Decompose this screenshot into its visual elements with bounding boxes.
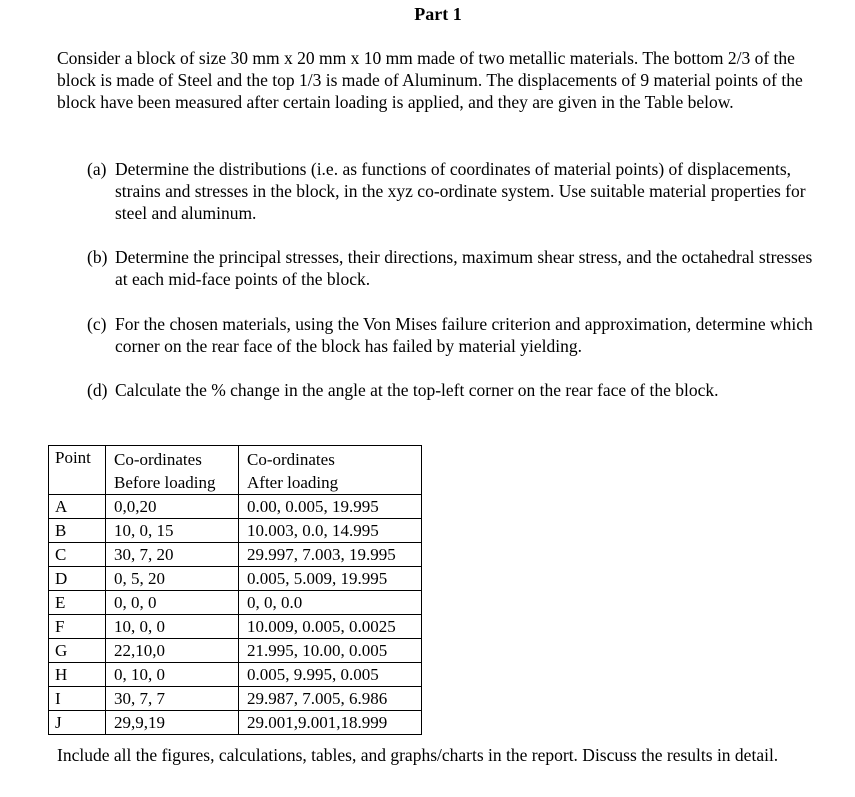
cell-point: G xyxy=(49,639,106,663)
cell-after: 10.003, 0.0, 14.995 xyxy=(239,519,422,543)
cell-after: 0, 0, 0.0 xyxy=(239,591,422,615)
question-label: (d) xyxy=(87,380,108,400)
cell-point: H xyxy=(49,663,106,687)
cell-before: 0, 5, 20 xyxy=(106,567,239,591)
cell-point: E xyxy=(49,591,106,615)
question-text: For the chosen materials, using the Von Mises failure criterion and approximation, determine which corner on the rear face of the block has failed by material yielding. xyxy=(115,314,813,356)
cell-before: 10, 0, 0 xyxy=(106,615,239,639)
cell-after: 29.001,9.001,18.999 xyxy=(239,711,422,735)
cell-before: 30, 7, 7 xyxy=(106,687,239,711)
header-point: Point xyxy=(49,446,106,495)
cell-after: 29.997, 7.003, 19.995 xyxy=(239,543,422,567)
header-before-loading: Co-ordinates Before loading xyxy=(106,446,239,495)
cell-before: 22,10,0 xyxy=(106,639,239,663)
cell-after: 21.995, 10.00, 0.005 xyxy=(239,639,422,663)
cell-after: 29.987, 7.005, 6.986 xyxy=(239,687,422,711)
cell-point: J xyxy=(49,711,106,735)
question-text: Calculate the % change in the angle at the top-left corner on the rear face of the block. xyxy=(115,380,719,400)
table-row xyxy=(49,663,422,687)
cell-point: B xyxy=(49,519,106,543)
cell-before: 10, 0, 15 xyxy=(106,519,239,543)
table-row xyxy=(49,615,422,639)
cell-point: D xyxy=(49,567,106,591)
cell-point: F xyxy=(49,615,106,639)
cell-point: I xyxy=(49,687,106,711)
table-row xyxy=(49,591,422,615)
cell-before: 29,9,19 xyxy=(106,711,239,735)
cell-before: 30, 7, 20 xyxy=(106,543,239,567)
table-row xyxy=(49,543,422,567)
cell-before: 0, 10, 0 xyxy=(106,663,239,687)
cell-before: 0, 0, 0 xyxy=(106,591,239,615)
question-text: Determine the principal stresses, their directions, maximum shear stress, and the octahedral stresses at each mid-face points of the block. xyxy=(115,247,813,289)
cell-after: 10.009, 0.005, 0.0025 xyxy=(239,615,422,639)
table-header-row xyxy=(49,446,422,495)
table-row xyxy=(49,519,422,543)
cell-after: 0.005, 5.009, 19.995 xyxy=(239,567,422,591)
coordinates-table xyxy=(48,445,422,735)
cell-after: 0.00, 0.005, 19.995 xyxy=(239,495,422,519)
table-row xyxy=(49,711,422,735)
table-row xyxy=(49,639,422,663)
header-after-loading: Co-ordinates After loading xyxy=(239,446,422,495)
table-row xyxy=(49,687,422,711)
question-label: (c) xyxy=(87,314,107,334)
question-a xyxy=(87,158,827,224)
question-c xyxy=(87,313,827,357)
page-title: Part 1 xyxy=(414,4,462,24)
cell-after: 0.005, 9.995, 0.005 xyxy=(239,663,422,687)
question-text: Determine the distributions (i.e. as functions of coordinates of material points) of displacements, strains and stresses in the block, in the xyz co-ordinate system. Use suitable material properties for steel and aluminum. xyxy=(115,159,806,223)
table-row xyxy=(49,567,422,591)
report-instructions: Include all the figures, calculations, tables, and graphs/charts in the report. Discuss the results in detail. xyxy=(57,745,779,765)
table-row xyxy=(49,495,422,519)
question-label: (b) xyxy=(87,247,108,267)
problem-statement: Consider a block of size 30 mm x 20 mm x 10 mm made of two metallic materials. The bottom 2/3 of the block is made of Steel and the top 1/3 is made of Aluminum. The displacements of 9 material points of the block have been measured after certain loading is applied, and they are given in the Table below. xyxy=(57,48,803,112)
cell-before: 0,0,20 xyxy=(106,495,239,519)
question-label: (a) xyxy=(87,159,107,179)
question-b xyxy=(87,246,827,290)
cell-point: C xyxy=(49,543,106,567)
cell-point: A xyxy=(49,495,106,519)
question-d xyxy=(87,379,827,401)
